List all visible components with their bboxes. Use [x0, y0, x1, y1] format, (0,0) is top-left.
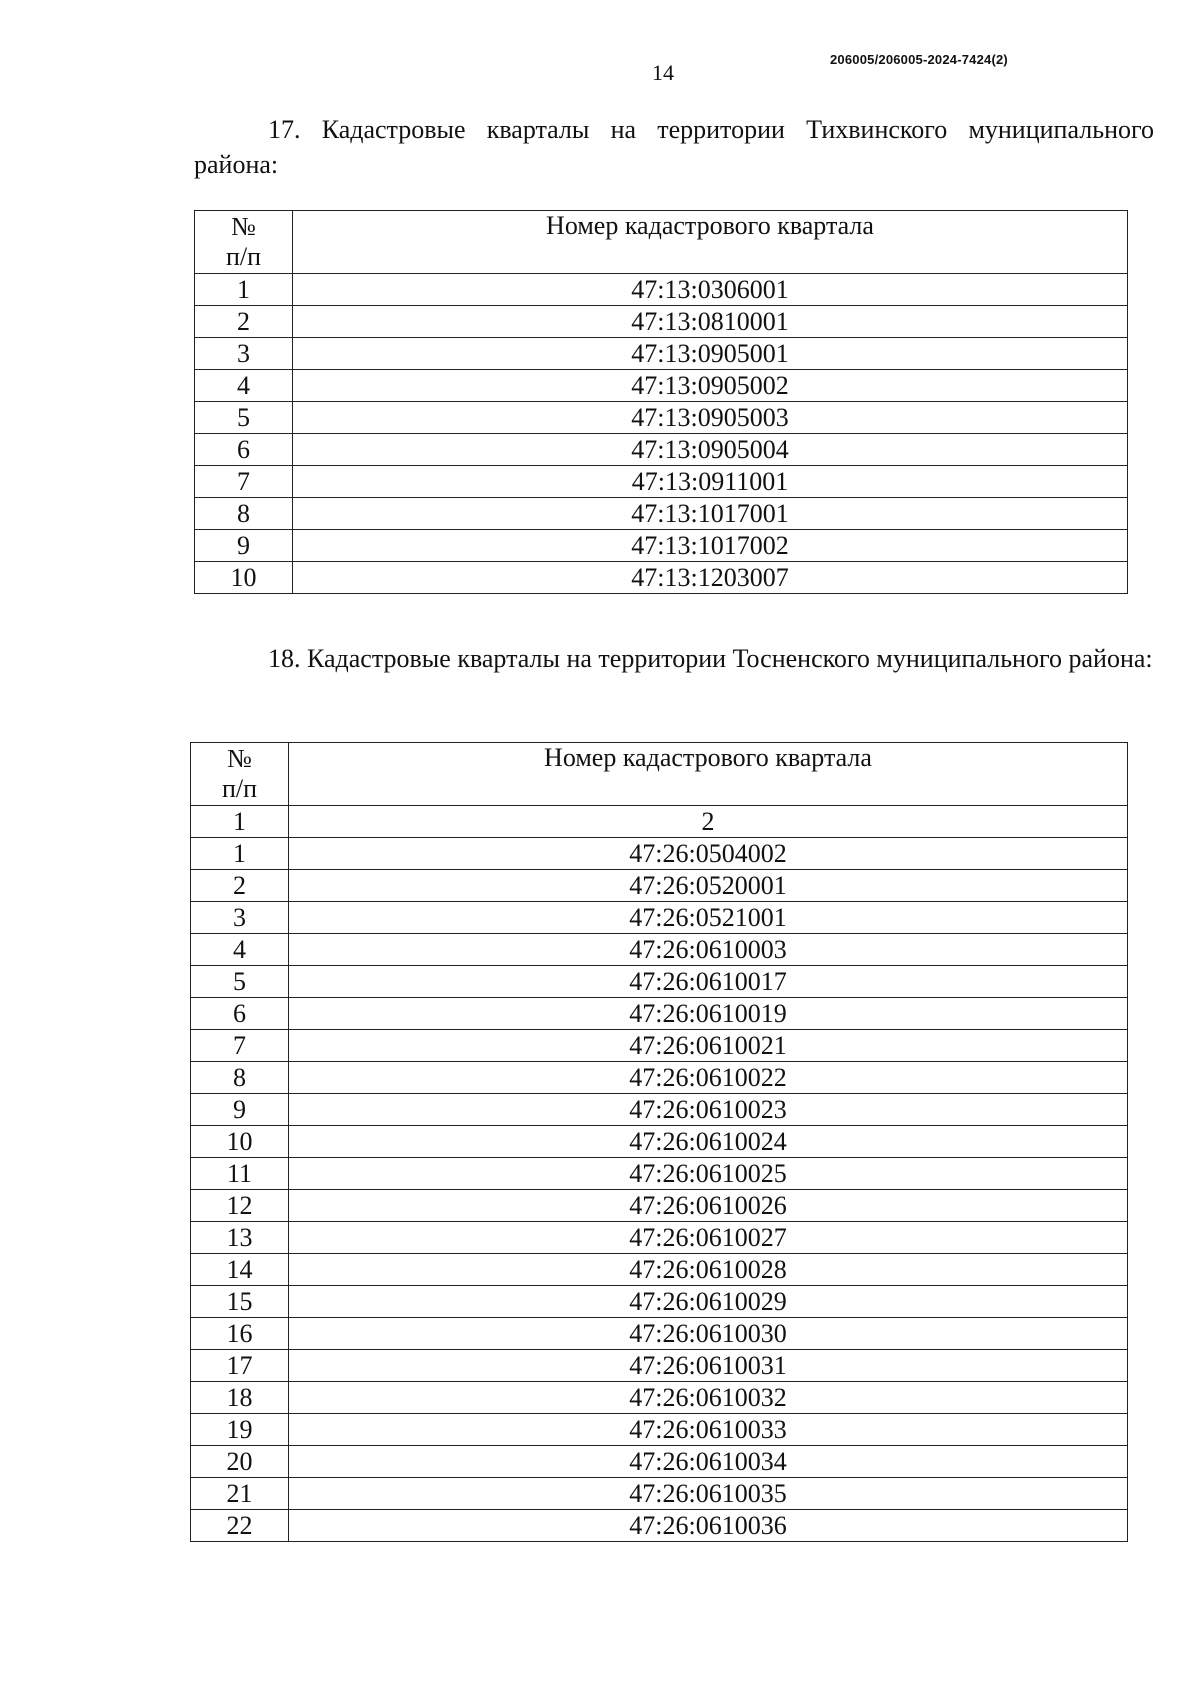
- table-row: [191, 1318, 1128, 1350]
- row-number-cell: 9: [195, 530, 293, 562]
- cadastral-number-cell: 47:26:0610030: [289, 1318, 1128, 1350]
- cadastral-number-cell: 47:26:0610023: [289, 1094, 1128, 1126]
- cadastral-table-tikhvin: [194, 210, 1128, 594]
- table-row: [195, 338, 1128, 370]
- page-number: 14: [652, 60, 674, 85]
- row-number-cell: 4: [191, 934, 289, 966]
- cadastral-number-cell: 47:13:0905003: [293, 402, 1128, 434]
- cadastral-number-cell: 47:26:0504002: [289, 838, 1128, 870]
- table-row: [191, 1126, 1128, 1158]
- cadastral-number-cell: 47:26:0610022: [289, 1062, 1128, 1094]
- row-number-cell: 5: [195, 402, 293, 434]
- row-number-cell: 7: [195, 466, 293, 498]
- section-17-heading: [194, 112, 1154, 182]
- row-number-cell: 18: [191, 1382, 289, 1414]
- cadastral-number-cell: 47:26:0610035: [289, 1478, 1128, 1510]
- cadastral-number-cell: 47:26:0610029: [289, 1286, 1128, 1318]
- cadastral-number-cell: 47:26:0610017: [289, 966, 1128, 998]
- row-number-cell: 8: [191, 1062, 289, 1094]
- column-header-number: [191, 743, 289, 806]
- row-number-cell: 21: [191, 1478, 289, 1510]
- cadastral-number-cell: 47:26:0610021: [289, 1030, 1128, 1062]
- table-row: [191, 1222, 1128, 1254]
- column-header-cadastral-number: Номер кадастрового квартала: [293, 211, 1128, 274]
- table-row: [195, 434, 1128, 466]
- row-number-cell: 6: [191, 998, 289, 1030]
- cadastral-number-cell: 47:13:0306001: [293, 274, 1128, 306]
- cadastral-number-cell: 47:26:0610031: [289, 1350, 1128, 1382]
- cadastral-number-cell: 47:26:0520001: [289, 870, 1128, 902]
- cadastral-number-cell: 47:26:0610033: [289, 1414, 1128, 1446]
- row-number-cell: 3: [191, 902, 289, 934]
- table-row: [191, 1254, 1128, 1286]
- column-header-number: [195, 211, 293, 274]
- table-row: [191, 998, 1128, 1030]
- cadastral-number-cell: 47:26:0610024: [289, 1126, 1128, 1158]
- table-row: [195, 370, 1128, 402]
- cadastral-number-cell: 47:26:0521001: [289, 902, 1128, 934]
- row-number-cell: 13: [191, 1222, 289, 1254]
- table-row: [191, 1286, 1128, 1318]
- table-row: [191, 1190, 1128, 1222]
- cadastral-number-cell: 47:13:1017001: [293, 498, 1128, 530]
- row-number-cell: 19: [191, 1414, 289, 1446]
- cadastral-number-cell: 47:26:0610019: [289, 998, 1128, 1030]
- cadastral-number-cell: 47:13:0905002: [293, 370, 1128, 402]
- table-row: [195, 530, 1128, 562]
- table-row: [195, 466, 1128, 498]
- row-number-cell: 12: [191, 1190, 289, 1222]
- section-18-heading-text: 18. Кадастровые кварталы на территории Тосненского муниципального района:: [268, 644, 1153, 673]
- row-number-cell: 10: [191, 1126, 289, 1158]
- column-header-number-line1: №: [231, 212, 256, 241]
- row-number-cell: 16: [191, 1318, 289, 1350]
- table-header-row: [195, 211, 1128, 274]
- row-number-cell: 15: [191, 1286, 289, 1318]
- table-row: [191, 934, 1128, 966]
- column-header-number-line2: п/п: [221, 774, 258, 803]
- table-row: [195, 498, 1128, 530]
- cadastral-number-cell: 47:13:0905001: [293, 338, 1128, 370]
- row-number-cell: 14: [191, 1254, 289, 1286]
- column-header-cadastral-number: Номер кадастрового квартала: [289, 743, 1128, 806]
- table-row: [191, 1478, 1128, 1510]
- row-number-cell: 20: [191, 1446, 289, 1478]
- row-number-cell: 4: [195, 370, 293, 402]
- cadastral-number-cell: 47:26:0610026: [289, 1190, 1128, 1222]
- section-18-heading: [194, 641, 1154, 676]
- cadastral-number-cell: 47:13:1017002: [293, 530, 1128, 562]
- cadastral-number-cell: 47:26:0610028: [289, 1254, 1128, 1286]
- row-number-cell: 1: [191, 838, 289, 870]
- cadastral-number-cell: 47:26:0610034: [289, 1446, 1128, 1478]
- cadastral-number-cell: 47:26:0610003: [289, 934, 1128, 966]
- table-row: [191, 1446, 1128, 1478]
- table-row: [191, 1510, 1128, 1542]
- row-number-cell: 8: [195, 498, 293, 530]
- row-number-cell: 9: [191, 1094, 289, 1126]
- cadastral-number-cell: 47:13:0810001: [293, 306, 1128, 338]
- section-17-heading-text: 17. Кадастровые кварталы на территории Тихвинского муниципального района:: [194, 115, 1154, 179]
- document-id: 206005/206005-2024-7424(2): [830, 52, 1008, 67]
- table-row: [191, 966, 1128, 998]
- table-row: [191, 1062, 1128, 1094]
- row-number-cell: 7: [191, 1030, 289, 1062]
- column-header-number-line2: п/п: [225, 242, 262, 271]
- column-header-number-line1: №: [227, 744, 252, 773]
- table-row: [191, 1030, 1128, 1062]
- table-row: [191, 1414, 1128, 1446]
- table-row: [191, 902, 1128, 934]
- row-number-cell: 2: [195, 306, 293, 338]
- cadastral-number-cell: 47:26:0610027: [289, 1222, 1128, 1254]
- cadastral-number-cell: 2: [289, 806, 1128, 838]
- row-number-cell: 1: [195, 274, 293, 306]
- row-number-cell: 10: [195, 562, 293, 594]
- cadastral-number-cell: 47:26:0610032: [289, 1382, 1128, 1414]
- row-number-cell: 2: [191, 870, 289, 902]
- table-row: [191, 806, 1128, 838]
- cadastral-number-cell: 47:26:0610036: [289, 1510, 1128, 1542]
- table-header-row: [191, 743, 1128, 806]
- table-row: [191, 1350, 1128, 1382]
- table-row: [195, 402, 1128, 434]
- table-row: [195, 274, 1128, 306]
- row-number-cell: 22: [191, 1510, 289, 1542]
- row-number-cell: 1: [191, 806, 289, 838]
- table-row: [195, 562, 1128, 594]
- row-number-cell: 11: [191, 1158, 289, 1190]
- row-number-cell: 17: [191, 1350, 289, 1382]
- row-number-cell: 6: [195, 434, 293, 466]
- row-number-cell: 3: [195, 338, 293, 370]
- table-row: [191, 870, 1128, 902]
- cadastral-number-cell: 47:13:0905004: [293, 434, 1128, 466]
- cadastral-number-cell: 47:13:1203007: [293, 562, 1128, 594]
- table-row: [191, 1094, 1128, 1126]
- cadastral-number-cell: 47:13:0911001: [293, 466, 1128, 498]
- table-row: [191, 1382, 1128, 1414]
- table-row: [191, 838, 1128, 870]
- row-number-cell: 5: [191, 966, 289, 998]
- table-row: [191, 1158, 1128, 1190]
- table-row: [195, 306, 1128, 338]
- cadastral-table-tosno: [190, 742, 1128, 1542]
- cadastral-number-cell: 47:26:0610025: [289, 1158, 1128, 1190]
